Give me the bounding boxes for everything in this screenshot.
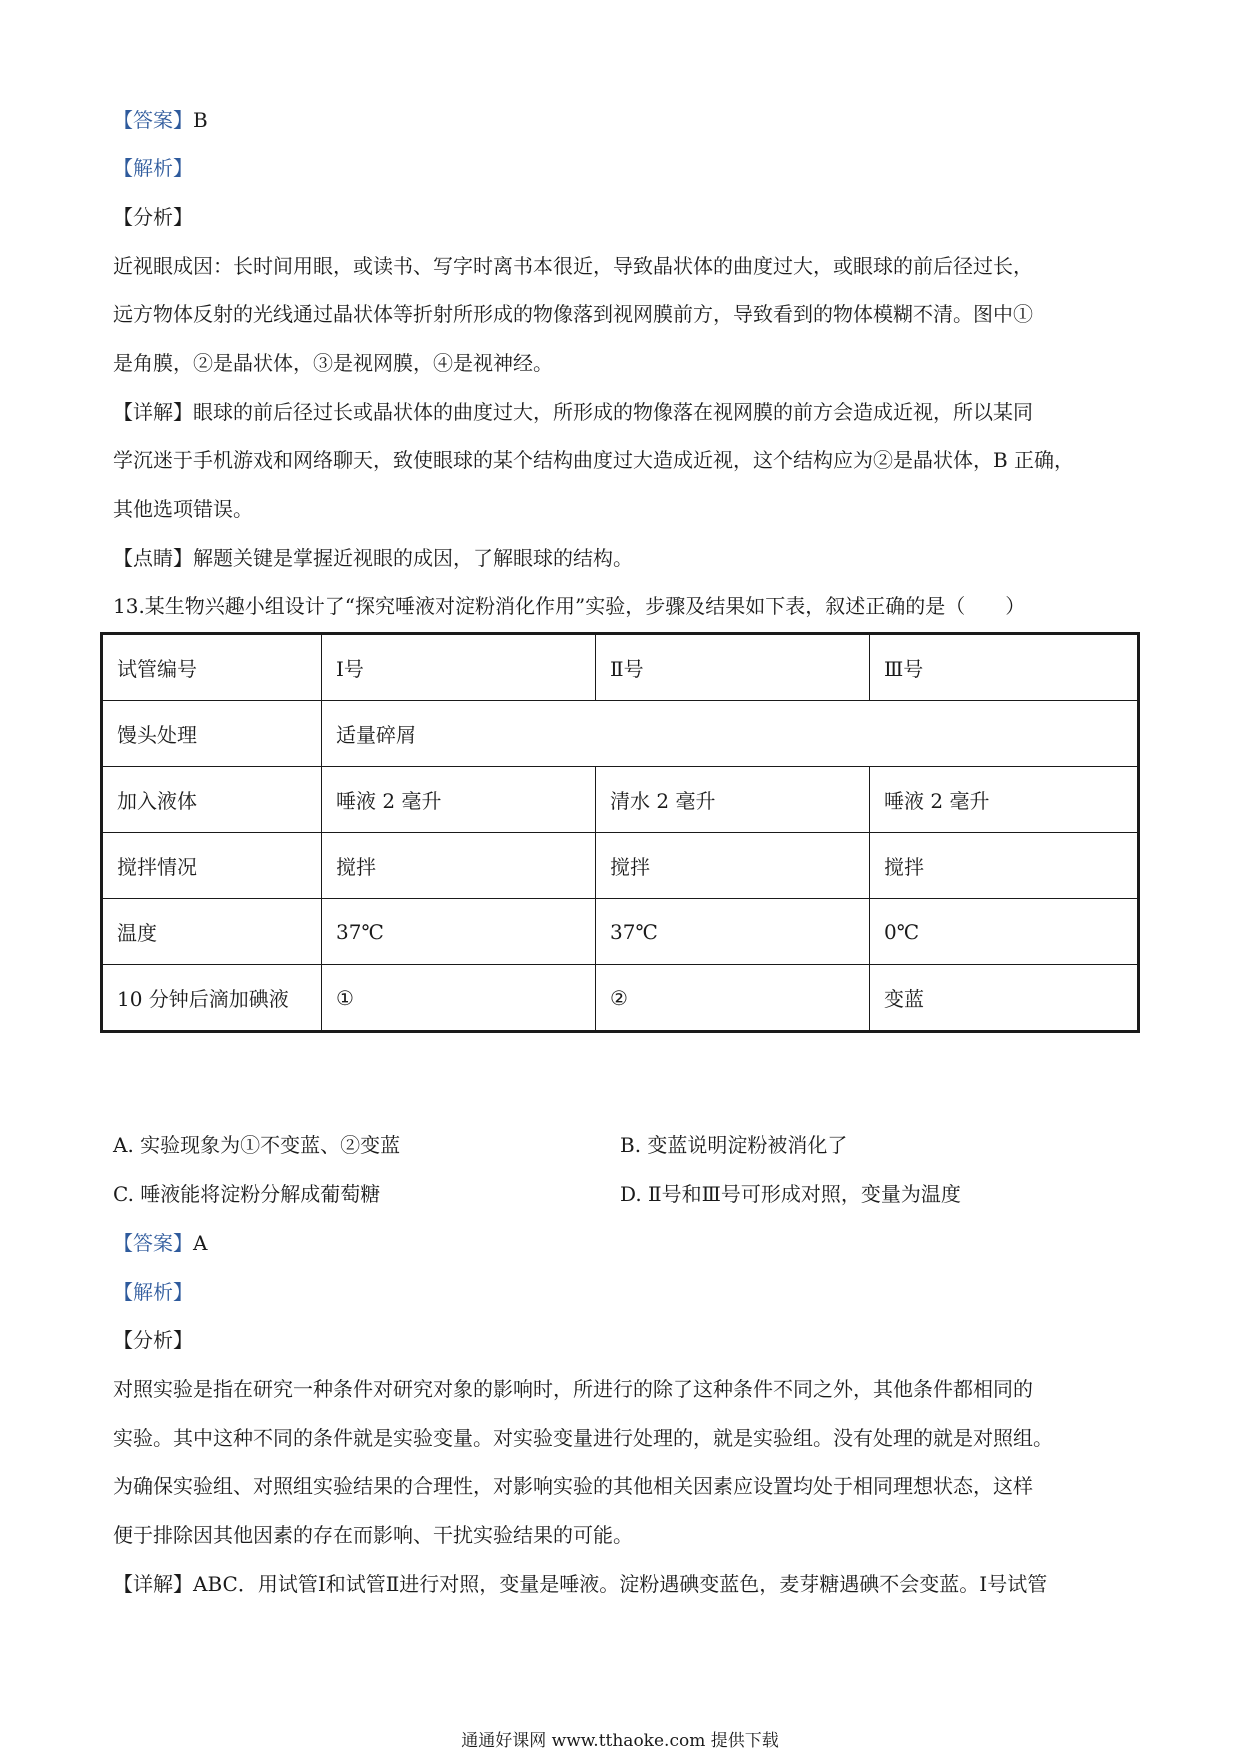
option-d: D. Ⅱ号和Ⅲ号可形成对照，变量为温度	[620, 1182, 961, 1206]
q13-analysis-line: 便于排除因其他因素的存在而影响、干扰实验结果的可能。	[113, 1523, 633, 1547]
table-cell: 加入液体	[102, 767, 322, 833]
q13-analysis-line: 实验。其中这种不同的条件就是实验变量。对实验变量进行处理的，就是实验组。没有处理的就是对照组。	[113, 1426, 1053, 1450]
table-row	[102, 634, 1139, 701]
q12-analysis-line: 是角膜，②是晶状体，③是视网膜，④是视神经。	[113, 351, 553, 375]
table-cell: ①	[322, 965, 596, 1032]
q13-answer	[113, 1229, 207, 1257]
answer-value: B	[193, 108, 208, 132]
table-row	[102, 701, 1139, 767]
q13-analysis-line: 对照实验是指在研究一种条件对研究对象的影响时，所进行的除了这种条件不同之外，其他条件都相同的	[113, 1377, 1033, 1401]
table-cell: Ⅰ号	[322, 634, 596, 701]
table-cell: Ⅲ号	[870, 634, 1139, 701]
table-cell: 搅拌	[596, 833, 870, 899]
answer-tag: 【答案】	[113, 1231, 193, 1255]
option-a: A. 实验现象为①不变蓝、②变蓝	[113, 1133, 401, 1157]
table-cell: 37℃	[322, 899, 596, 965]
table-cell: 搅拌情况	[102, 833, 322, 899]
table-row	[102, 833, 1139, 899]
table-row	[102, 899, 1139, 965]
table-cell: 搅拌	[322, 833, 596, 899]
q13-jiexi-tag: 【解析】	[113, 1280, 193, 1304]
table-cell: 清水 2 毫升	[596, 767, 870, 833]
q12-answer	[113, 106, 208, 134]
q13-analysis-line: 为确保实验组、对照组实验结果的合理性，对影响实验的其他相关因素应设置均处于相同理想状态，这样	[113, 1474, 1033, 1498]
q12-dianjing: 【点睛】解题关键是掌握近视眼的成因，了解眼球的结构。	[113, 546, 633, 570]
table-cell: Ⅱ号	[596, 634, 870, 701]
answer-tag: 【答案】	[113, 108, 193, 132]
q13-stem: 13.某生物兴趣小组设计了“探究唾液对淀粉消化作用”实验，步骤及结果如下表，叙述正确的是（ ）	[113, 594, 1026, 618]
option-b: B. 变蓝说明淀粉被消化了	[620, 1133, 848, 1157]
table-cell: 唾液 2 毫升	[322, 767, 596, 833]
table-cell: 37℃	[596, 899, 870, 965]
table-cell: 0℃	[870, 899, 1139, 965]
q12-jiexi-tag: 【解析】	[113, 156, 193, 180]
q12-analysis-line: 近视眼成因：长时间用眼，或读书、写字时离书本很近，导致晶状体的曲度过大，或眼球的前后径过长，	[113, 254, 1033, 278]
table-cell: 10 分钟后滴加碘液	[102, 965, 322, 1032]
q12-detail-line: 学沉迷于手机游戏和网络聊天，致使眼球的某个结构曲度过大造成近视，这个结构应为②是晶状体，B 正确，	[113, 448, 1075, 472]
table-row	[102, 767, 1139, 833]
page-footer: 通通好课网 www.tthaoke.com 提供下载	[461, 1731, 779, 1751]
q12-detail-line: 【详解】眼球的前后径过长或晶状体的曲度过大，所形成的物像落在视网膜的前方会造成近视，所以某同	[113, 400, 1033, 424]
table-cell: 唾液 2 毫升	[870, 767, 1139, 833]
table-cell: 变蓝	[870, 965, 1139, 1032]
answer-value: A	[193, 1231, 208, 1255]
q13-detail-line: 【详解】ABC．用试管Ⅰ和试管Ⅱ进行对照，变量是唾液。淀粉遇碘变蓝色，麦芽糖遇碘不会变蓝。Ⅰ号试管	[113, 1572, 1048, 1596]
q12-analysis-line: 远方物体反射的光线通过晶状体等折射所形成的物像落到视网膜前方，导致看到的物体模糊不清。图中①	[113, 302, 1033, 326]
q12-detail-line: 其他选项错误。	[113, 497, 253, 521]
experiment-table	[100, 632, 1140, 1033]
q13-fenxi-tag: 【分析】	[113, 1328, 193, 1352]
table-row	[102, 965, 1139, 1032]
table-cell: 搅拌	[870, 833, 1139, 899]
table-cell: 温度	[102, 899, 322, 965]
table-cell: ②	[596, 965, 870, 1032]
table-cell: 馒头处理	[102, 701, 322, 767]
option-c: C. 唾液能将淀粉分解成葡萄糖	[113, 1182, 381, 1206]
table-cell: 试管编号	[102, 634, 322, 701]
table-cell: 适量碎屑	[322, 701, 1139, 767]
q12-fenxi-tag: 【分析】	[113, 205, 193, 229]
